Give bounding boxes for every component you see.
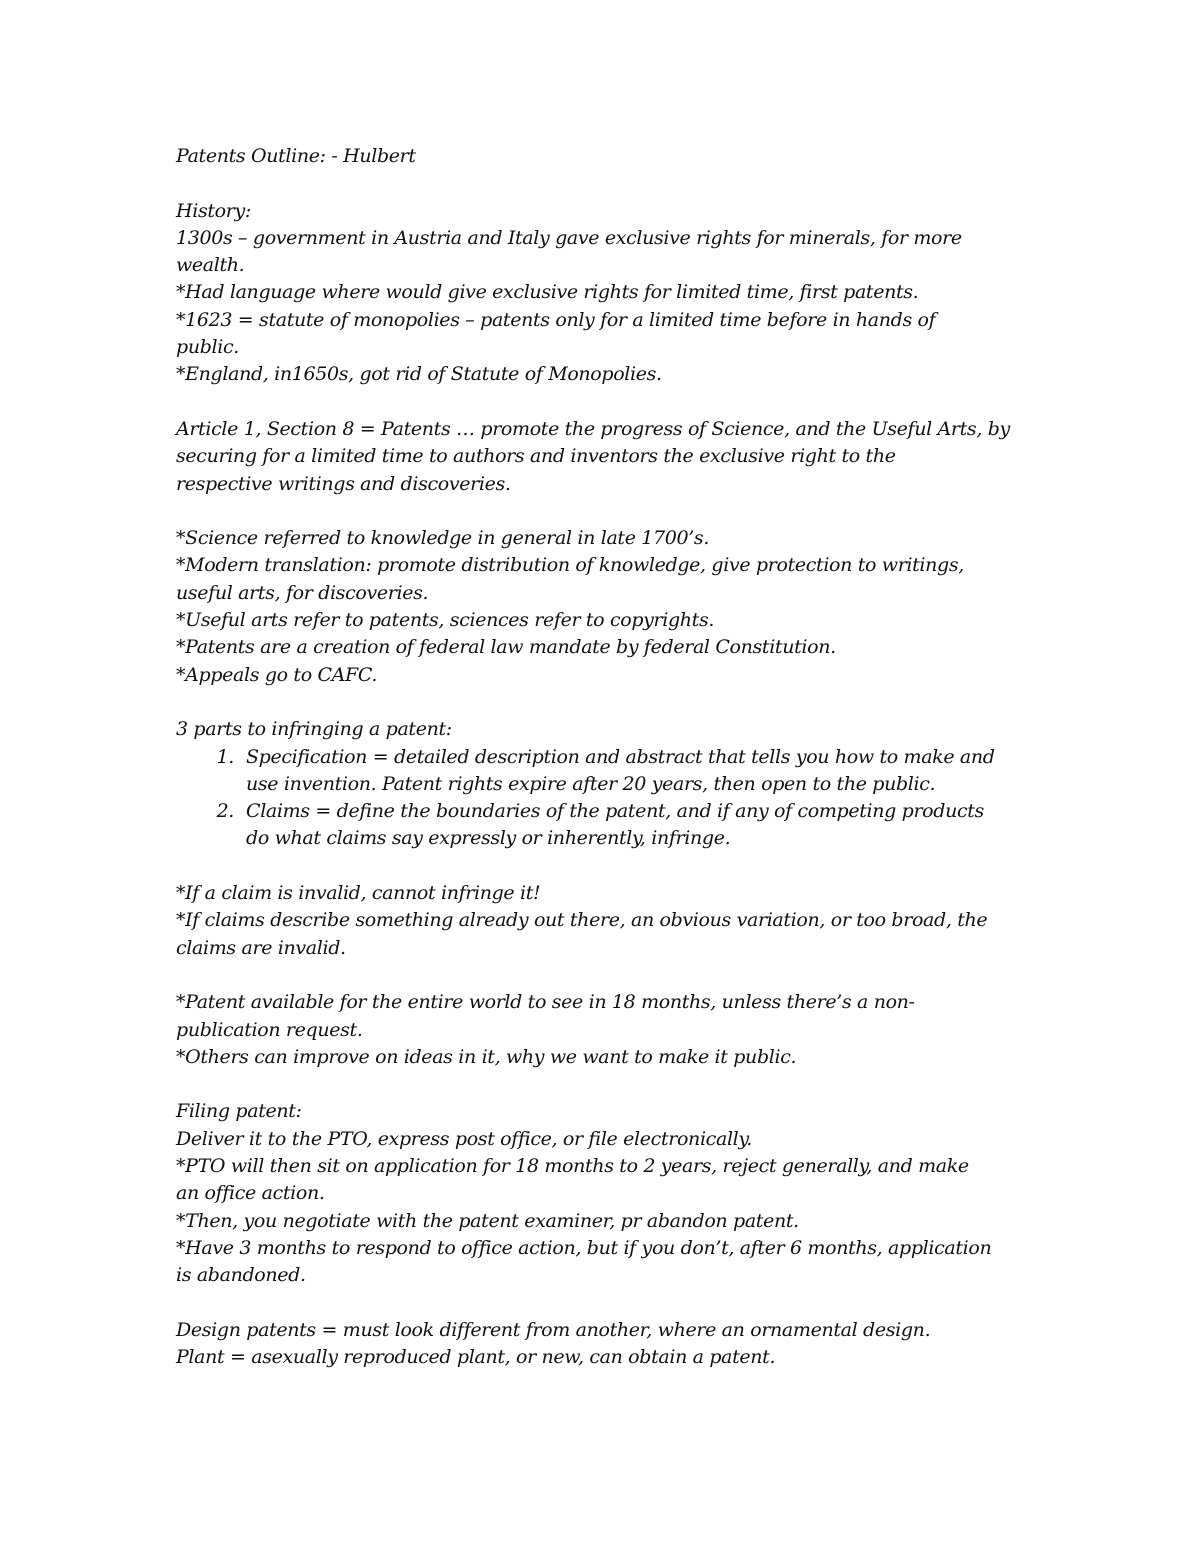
list-item-line: do what claims say expressly or inherently, infringe.	[246, 827, 731, 850]
spacer	[176, 962, 1036, 989]
article-line: Article 1, Section 8 = Patents … promote the progress of Science, and the Useful Arts, by	[176, 417, 1010, 440]
types-line: Design patents = must look different from another, where an ornamental design.	[176, 1318, 931, 1341]
filing-line: *PTO will then sit on application for 18 months to 2 years, reject generally, and make	[176, 1154, 969, 1177]
spacer	[176, 389, 1036, 416]
filing-line: *Then, you negotiate with the patent examiner, pr abandon patent.	[176, 1209, 799, 1232]
claims-line: *If a claim is invalid, cannot infringe it!	[176, 882, 541, 905]
filing-heading: Filing patent:	[176, 1100, 302, 1123]
spacer	[176, 1289, 1036, 1316]
note-line: *Modern translation: promote distribution of knowledge, give protection to writings,	[176, 554, 964, 577]
types-line: Plant = asexually reproduced plant, or new, can obtain a patent.	[176, 1346, 776, 1369]
history-line: *Had language where would give exclusive rights for limited time, first patents.	[176, 281, 919, 304]
list-number: 2.	[216, 800, 234, 823]
infringing-heading: 3 parts to infringing a patent:	[176, 718, 452, 741]
history-heading: History:	[176, 199, 251, 222]
list-number: 1.	[216, 745, 234, 768]
spacer	[176, 853, 1036, 880]
history-line: wealth.	[176, 254, 245, 277]
history-line: 1300s – government in Austria and Italy gave exclusive rights for minerals, for more	[176, 226, 962, 249]
list-item-body	[246, 798, 1036, 853]
filing-line: Deliver it to the PTO, express post office, or file electronically.	[176, 1127, 752, 1150]
spacer	[176, 498, 1036, 525]
document-page	[176, 143, 1036, 1371]
spacer	[176, 1071, 1036, 1098]
filing-line: is abandoned.	[176, 1264, 306, 1287]
list-item-body	[246, 744, 1036, 799]
list-item-line: Specification = detailed description and abstract that tells you how to make and	[246, 745, 995, 768]
history-line: public.	[176, 336, 239, 359]
document-title: Patents Outline: - Hulbert	[176, 145, 416, 167]
note-line: *Appeals go to CAFC.	[176, 663, 378, 686]
note-line: *Patents are a creation of federal law mandate by federal Constitution.	[176, 636, 836, 659]
article-line: securing for a limited time to authors and inventors the exclusive right to the	[176, 445, 896, 468]
claims-line: *If claims describe something already out there, an obvious variation, or too broad, the	[176, 909, 988, 932]
note-line: *Science referred to knowledge in general in late 1700’s.	[176, 527, 710, 550]
list-item	[176, 744, 1036, 799]
spacer	[176, 170, 1036, 197]
history-line: *England, in1650s, got rid of Statute of Monopolies.	[176, 363, 662, 386]
list-item-line: Claims = define the boundaries of the patent, and if any of competing products	[246, 800, 984, 823]
publication-line: *Others can improve on ideas in it, why we want to make it public.	[176, 1045, 797, 1068]
note-line: *Useful arts refer to patents, sciences refer to copyrights.	[176, 609, 715, 632]
list-item	[176, 798, 1036, 853]
article-line: respective writings and discoveries.	[176, 472, 511, 495]
claims-line: claims are invalid.	[176, 936, 346, 959]
spacer	[176, 689, 1036, 716]
list-item-line: use invention. Patent rights expire after 20 years, then open to the public.	[246, 772, 936, 795]
filing-line: an office action.	[176, 1182, 325, 1205]
publication-line: publication request.	[176, 1018, 363, 1041]
note-line: useful arts, for discoveries.	[176, 581, 429, 604]
filing-line: *Have 3 months to respond to office action, but if you don’t, after 6 months, application	[176, 1236, 992, 1259]
publication-line: *Patent available for the entire world to see in 18 months, unless there’s a non-	[176, 991, 915, 1014]
history-line: *1623 = statute of monopolies – patents only for a limited time before in hands of	[176, 308, 936, 331]
